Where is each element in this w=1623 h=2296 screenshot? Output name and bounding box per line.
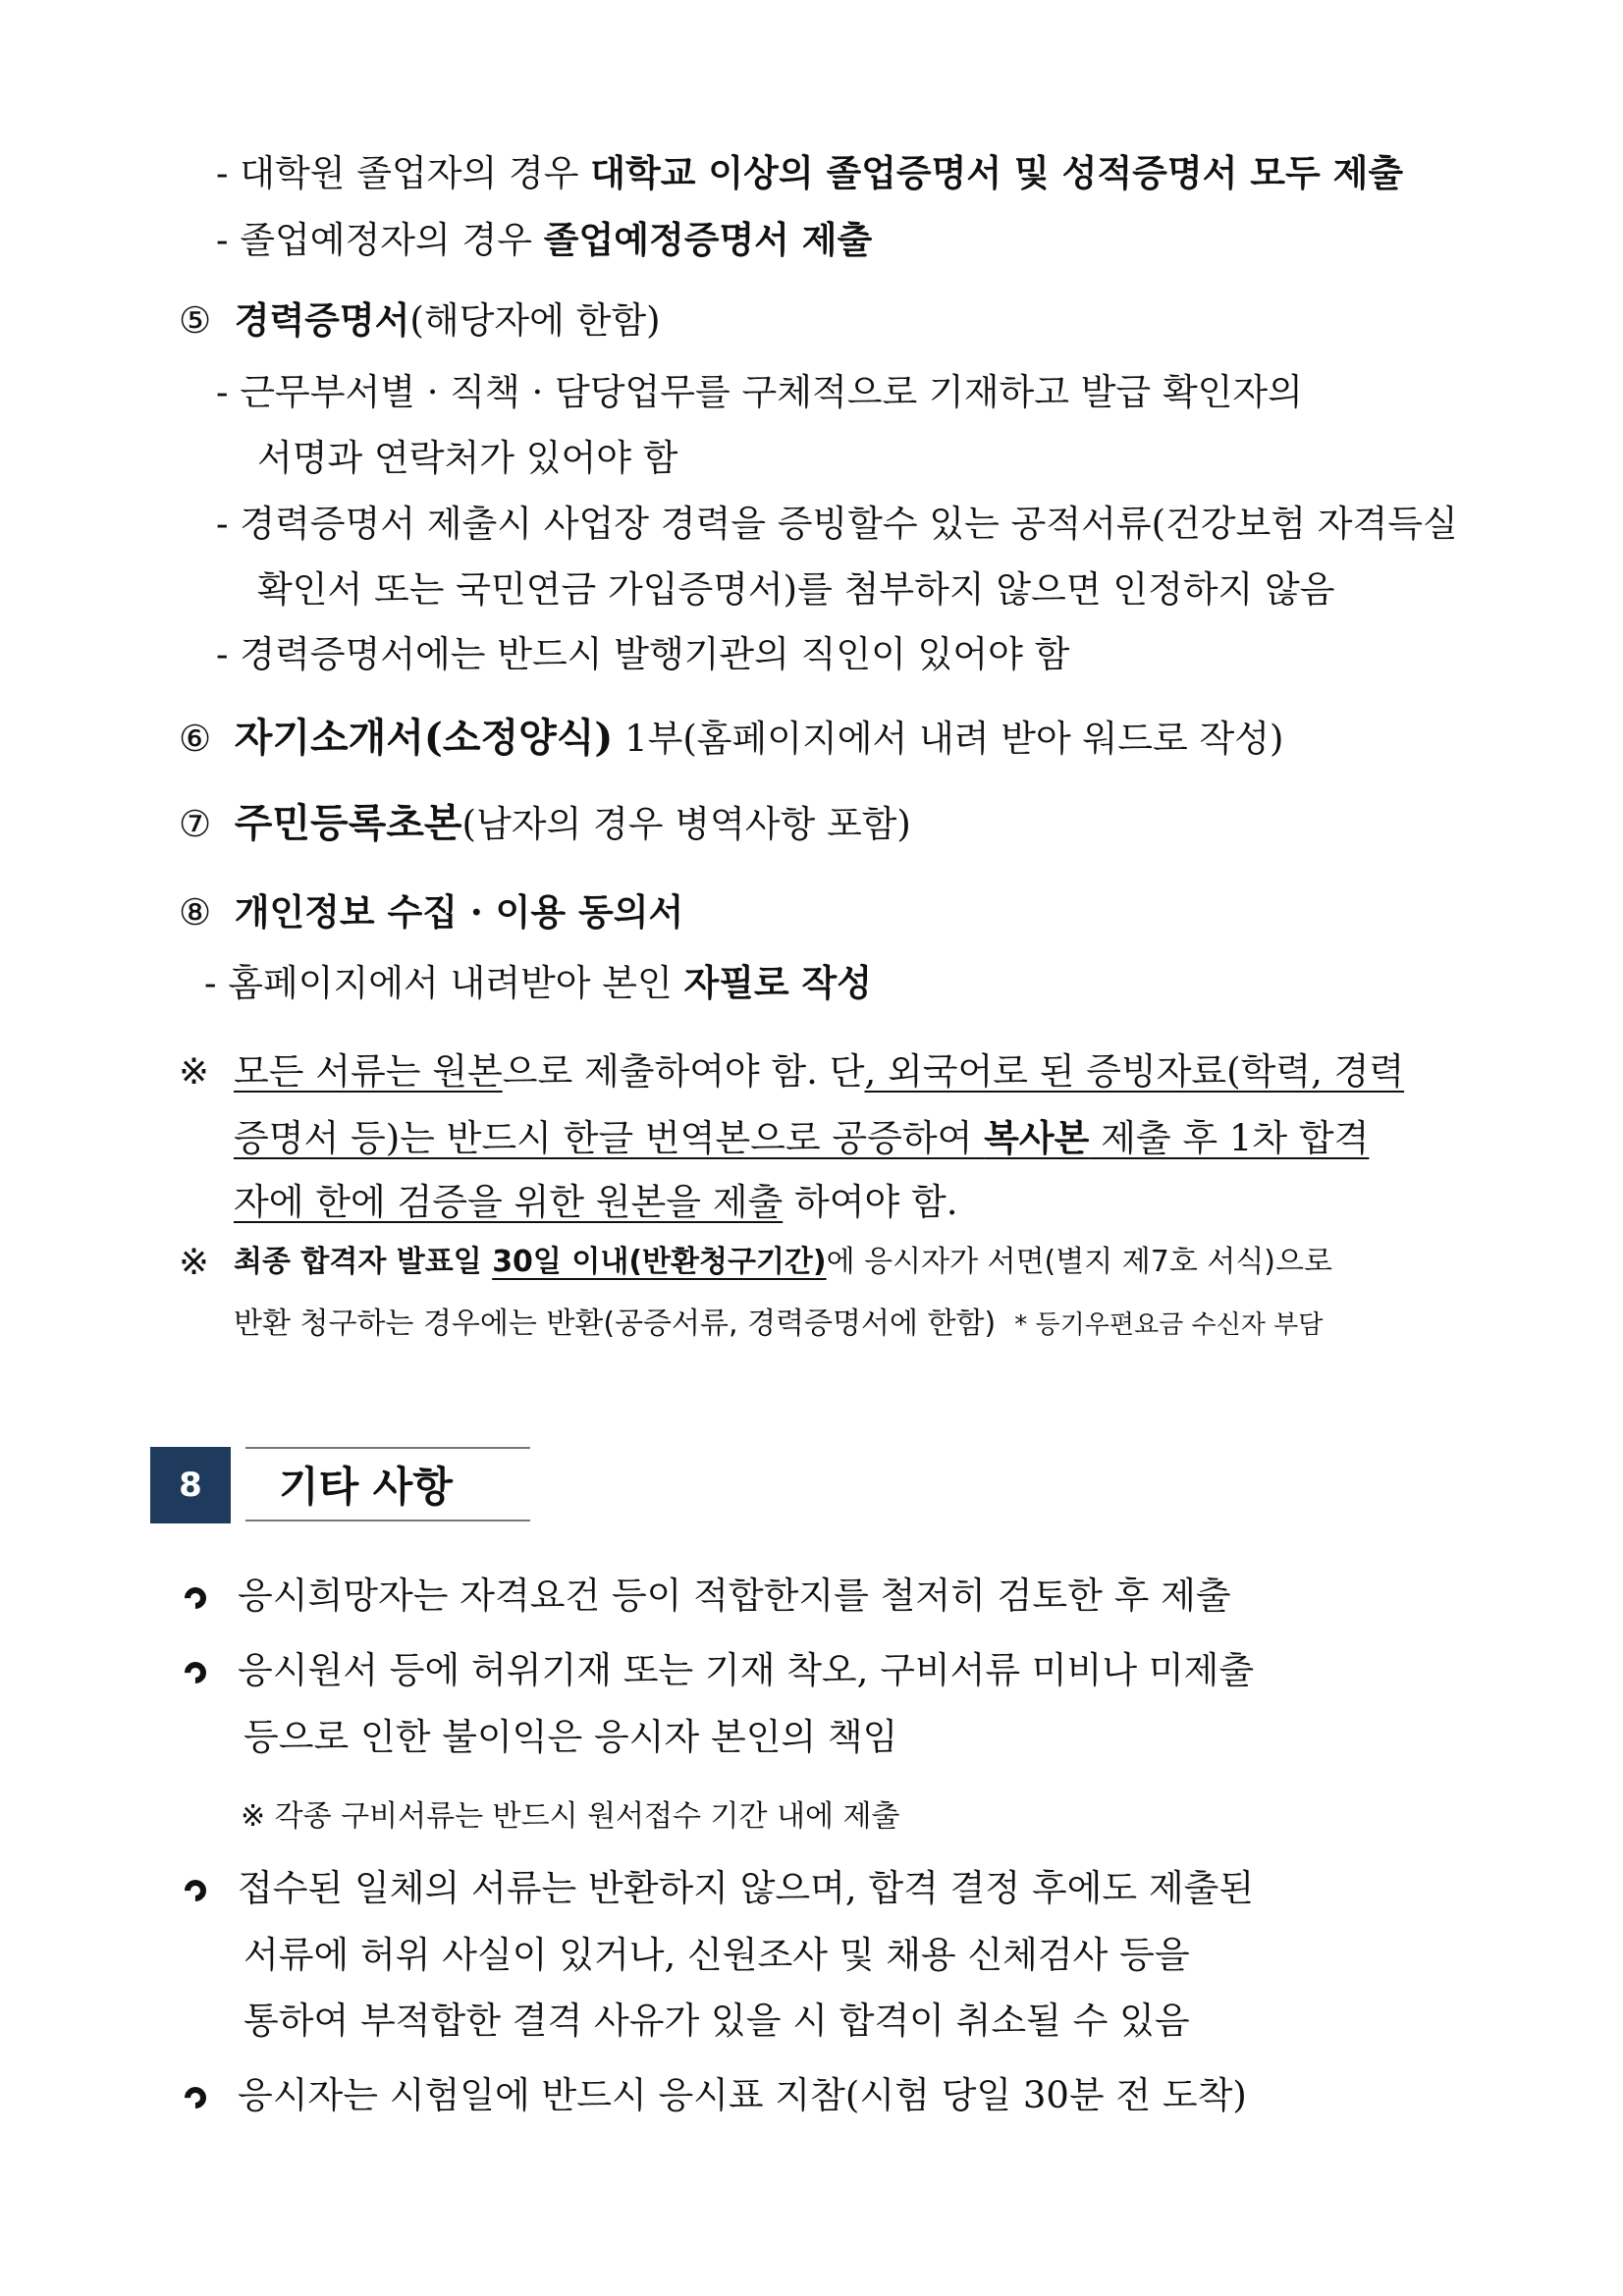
note-1-underline-5: 자에 한에 검증을 위한 원본을 제출 <box>234 1181 784 1223</box>
item-8-sub <box>204 959 872 1007</box>
grad-line-2 <box>216 216 872 264</box>
note-2-line-2 <box>234 1301 1323 1349</box>
item-5-number: ⑤ <box>179 299 212 342</box>
other-item-1: 응시희망자는 자격요건 등이 적합한지를 철저히 검토한 후 제출 <box>238 1575 1231 1617</box>
item-5-sub-3: - 경력증명서에는 반드시 발행기관의 직인이 있어야 함 <box>216 633 1070 675</box>
grad-line-1-bold: 대학교 이상의 졸업증명서 및 성적증명서 모두 제출 <box>590 151 1404 194</box>
item-8-number: ⑧ <box>179 891 212 934</box>
item-7-title: 주민등록초본 <box>234 800 462 846</box>
grad-line-2-bold: 졸업예정증명서 제출 <box>543 218 873 261</box>
note-1-underline-2: , 외국어로 된 증빙자료(학력, 경력 <box>864 1050 1405 1093</box>
bullet-icon <box>180 1582 210 1613</box>
item-7 <box>179 800 911 848</box>
other-item-4: 응시자는 시험일에 반드시 응시표 지참(시험 당일 30분 전 도착) <box>238 2074 1247 2116</box>
item-6-count: 1부 <box>613 718 683 760</box>
bullet-icon <box>180 2082 210 2112</box>
item-7-number: ⑦ <box>179 803 212 845</box>
note-1-underline-3: 증명서 등)는 반드시 한글 번역본으로 공증하여 <box>234 1117 985 1159</box>
item-5-title: 경력증명서 <box>234 298 410 342</box>
note-2-mark: ※ <box>179 1241 210 1283</box>
note-1-text-2: 하여야 함. <box>783 1181 958 1223</box>
note-2-bold-underline: 30일 이내(반환청구기간) <box>492 1245 827 1279</box>
item-5-sub-1-line-1-text: - 근무부서별 · 직책 · 담당업무를 구체적으로 기재하고 발급 확인자의 <box>216 371 1303 413</box>
item-8-sub-bold: 자필로 작성 <box>683 961 873 1004</box>
grad-line-1 <box>216 149 1403 197</box>
item-7-note: (남자의 경우 병역사항 포함) <box>461 803 911 845</box>
item-5-sub-1-line-1 <box>216 369 1502 416</box>
section-number-badge: 8 <box>150 1447 231 1523</box>
other-item-3-line-2: 서류에 허위 사실이 있거나, 신원조사 및 채용 신체검사 등을 <box>243 1934 1190 1976</box>
section-title: 기타 사항 <box>245 1447 530 1522</box>
other-item-2-line-2: 등으로 인한 불이익은 응시자 본인의 책임 <box>243 1716 898 1758</box>
note-1-line-2 <box>234 1114 1502 1162</box>
item-5-sub-2-line-1: - 경력증명서 제출시 사업장 경력을 증빙할수 있는 공적서류(건강보험 자격득실 <box>216 503 1458 545</box>
item-5-sub-2-line-2: 확인서 또는 국민연금 가입증명서)를 첨부하지 않으면 인정하지 않음 <box>257 568 1335 611</box>
bullet-icon <box>180 1875 210 1905</box>
item-6-number: ⑥ <box>179 718 212 760</box>
note-2-bold: 최종 합격자 발표일 <box>234 1245 493 1279</box>
other-item-2-line-1: 응시원서 등에 허위기재 또는 기재 착오, 구비서류 미비나 미제출 <box>238 1649 1255 1691</box>
other-item-3-line-1: 접수된 일체의 서류는 반환하지 않으며, 합격 결정 후에도 제출된 <box>238 1867 1255 1909</box>
item-5-note: (해당자에 한함) <box>409 299 661 342</box>
other-item-3-line-3: 통하여 부적합한 결격 사유가 있을 시 합격이 취소될 수 있음 <box>243 2000 1190 2042</box>
grad-line-2-text: - 졸업예정자의 경우 <box>216 219 544 261</box>
item-8-sub-text: - 홈페이지에서 내려받아 본인 <box>204 962 684 1004</box>
note-1-text-1: 으로 제출하여야 함. 단 <box>502 1050 865 1093</box>
item-5 <box>179 296 661 345</box>
note-1-bold: 복사본 <box>984 1116 1090 1159</box>
note-2-line-1 <box>234 1239 1332 1286</box>
note-2-small: * 등기우편요금 수신자 부담 <box>1014 1310 1324 1340</box>
item-6-note: (홈페이지에서 내려 받아 워드로 작성) <box>682 718 1284 760</box>
note-1-underline-1: 모든 서류는 원본 <box>234 1050 503 1093</box>
note-1-line-1 <box>234 1048 1502 1095</box>
grad-line-1-text: - 대학원 졸업자의 경우 <box>216 152 591 194</box>
bullet-icon <box>180 1657 210 1687</box>
note-1-mark: ※ <box>179 1050 210 1093</box>
item-8 <box>179 888 683 936</box>
other-item-2-note: ※ 각종 구비서류는 반드시 원서접수 기간 내에 제출 <box>241 1799 900 1834</box>
item-5-sub-1-line-2: 서명과 연락처가 있어야 함 <box>257 437 678 479</box>
item-6-title: 자기소개서(소정양식) <box>234 715 614 761</box>
note-1-underline-4: 제출 후 1차 합격 <box>1089 1117 1370 1159</box>
note-2-text-2: 반환 청구하는 경우에는 반환(공증서류, 경력증명서에 한함) <box>234 1307 997 1341</box>
item-8-title: 개인정보 수집 · 이용 동의서 <box>234 890 684 934</box>
note-1-line-3 <box>234 1179 957 1226</box>
note-2-text: 에 응시자가 서면(별지 제7호 서식)으로 <box>826 1245 1332 1279</box>
item-6 <box>179 715 1283 763</box>
